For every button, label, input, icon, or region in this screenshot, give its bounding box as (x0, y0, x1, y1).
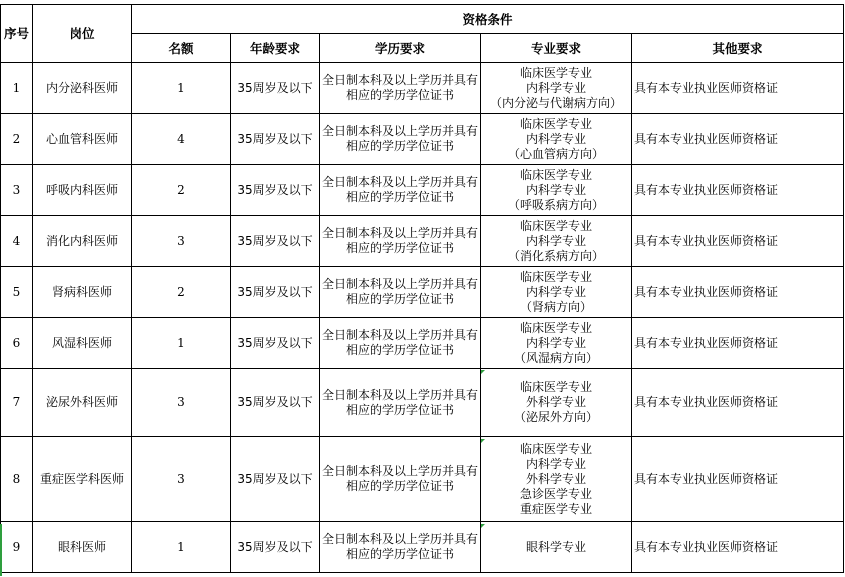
major-line: （风湿病方向） (513, 350, 598, 365)
cell-count[interactable]: 2 (132, 165, 231, 216)
cell-count[interactable]: 1 (132, 318, 231, 369)
major-line: 临床医学专业 (519, 116, 592, 131)
header-education[interactable]: 学历要求 (320, 34, 481, 63)
table-row (1, 522, 844, 573)
table-row (1, 216, 844, 267)
table-row (1, 267, 844, 318)
header-row-1 (1, 5, 844, 34)
major-line: 内科学专业 (525, 233, 586, 248)
selected-row-indicator (0, 524, 2, 576)
table-row (1, 437, 844, 522)
cell-position[interactable]: 心血管科医师 (33, 114, 132, 165)
cell-education[interactable]: 全日制本科及以上学历并具有相应的学历学位证书 (320, 318, 481, 369)
major-line: （泌尿外方向） (513, 410, 598, 424)
cell-age[interactable]: 35周岁及以下 (231, 114, 320, 165)
cell-other[interactable]: 具有本专业执业医师资格证 (632, 165, 844, 216)
table-row (1, 369, 844, 437)
major-line: 内科学专业 (525, 335, 586, 350)
cell-count[interactable]: 3 (132, 369, 231, 437)
cell-position[interactable]: 重症医学科医师 (33, 437, 132, 522)
cell-age[interactable]: 35周岁及以下 (231, 63, 320, 114)
cell-age[interactable]: 35周岁及以下 (231, 318, 320, 369)
cell-major[interactable] (481, 267, 632, 318)
cell-education[interactable]: 全日制本科及以上学历并具有相应的学历学位证书 (320, 63, 481, 114)
cell-seq[interactable]: 5 (1, 267, 33, 318)
cell-age[interactable]: 35周岁及以下 (231, 522, 320, 573)
cell-education[interactable]: 全日制本科及以上学历并具有相应的学历学位证书 (320, 216, 481, 267)
cell-major[interactable] (481, 437, 632, 522)
major-line: （呼吸系病方向） (507, 197, 604, 212)
header-position[interactable]: 岗位 (33, 5, 132, 63)
cell-other[interactable]: 具有本专业执业医师资格证 (632, 369, 844, 437)
major-line: 临床医学专业 (519, 218, 592, 233)
cell-education[interactable]: 全日制本科及以上学历并具有相应的学历学位证书 (320, 437, 481, 522)
cell-major[interactable] (481, 318, 632, 369)
cell-seq[interactable]: 2 (1, 114, 33, 165)
major-line: 临床医学专业 (519, 380, 592, 394)
cell-count[interactable]: 2 (132, 267, 231, 318)
cell-other[interactable]: 具有本专业执业医师资格证 (632, 318, 844, 369)
cell-other[interactable]: 具有本专业执业医师资格证 (632, 63, 844, 114)
cell-count[interactable]: 1 (132, 522, 231, 573)
major-line: 重症医学专业 (519, 501, 592, 516)
cell-position[interactable]: 肾病科医师 (33, 267, 132, 318)
cell-other[interactable]: 具有本专业执业医师资格证 (632, 114, 844, 165)
major-line: （消化系病方向） (507, 248, 604, 263)
cell-comment-marker (481, 439, 485, 443)
header-qualifications[interactable]: 资格条件 (132, 5, 844, 34)
recruitment-table (0, 4, 844, 573)
major-line: 临床医学专业 (519, 441, 592, 456)
major-line: 外科学专业 (525, 395, 586, 409)
major-line: （内分泌与代谢病方向） (489, 95, 622, 110)
cell-other[interactable]: 具有本专业执业医师资格证 (632, 437, 844, 522)
cell-education[interactable]: 全日制本科及以上学历并具有相应的学历学位证书 (320, 267, 481, 318)
header-count[interactable]: 名额 (132, 34, 231, 63)
cell-count[interactable]: 4 (132, 114, 231, 165)
major-line: 临床医学专业 (519, 167, 592, 182)
header-major[interactable]: 专业要求 (481, 34, 632, 63)
cell-seq[interactable]: 3 (1, 165, 33, 216)
cell-seq[interactable]: 1 (1, 63, 33, 114)
cell-comment-marker (481, 524, 485, 528)
cell-major[interactable] (481, 216, 632, 267)
cell-comment-marker (481, 370, 485, 374)
cell-major[interactable] (481, 369, 632, 437)
cell-seq[interactable]: 7 (1, 369, 33, 437)
header-age[interactable]: 年龄要求 (231, 34, 320, 63)
major-line: 眼科学专业 (525, 539, 586, 554)
cell-seq[interactable]: 4 (1, 216, 33, 267)
cell-other[interactable]: 具有本专业执业医师资格证 (632, 522, 844, 573)
cell-education[interactable]: 全日制本科及以上学历并具有相应的学历学位证书 (320, 369, 481, 437)
cell-count[interactable]: 3 (132, 437, 231, 522)
cell-count[interactable]: 1 (132, 63, 231, 114)
major-line: 临床医学专业 (519, 320, 592, 335)
table-row (1, 63, 844, 114)
major-line: 外科学专业 (525, 471, 586, 486)
major-line: （心血管病方向） (507, 146, 604, 161)
major-line: 临床医学专业 (519, 65, 592, 80)
cell-position[interactable]: 内分泌科医师 (33, 63, 132, 114)
table-row (1, 318, 844, 369)
major-line: 内科学专业 (525, 131, 586, 146)
cell-position[interactable]: 呼吸内科医师 (33, 165, 132, 216)
cell-seq[interactable]: 8 (1, 437, 33, 522)
cell-count[interactable]: 3 (132, 216, 231, 267)
cell-age[interactable]: 35周岁及以下 (231, 216, 320, 267)
cell-position[interactable]: 泌尿外科医师 (33, 369, 132, 437)
cell-position[interactable]: 风湿科医师 (33, 318, 132, 369)
cell-major[interactable] (481, 165, 632, 216)
cell-seq[interactable]: 9 (1, 522, 33, 573)
cell-age[interactable]: 35周岁及以下 (231, 165, 320, 216)
major-line: （肾病方向） (519, 299, 592, 314)
cell-other[interactable]: 具有本专业执业医师资格证 (632, 267, 844, 318)
cell-major[interactable] (481, 63, 632, 114)
cell-major[interactable] (481, 114, 632, 165)
cell-education[interactable]: 全日制本科及以上学历并具有相应的学历学位证书 (320, 114, 481, 165)
cell-position[interactable]: 消化内科医师 (33, 216, 132, 267)
cell-education[interactable]: 全日制本科及以上学历并具有相应的学历学位证书 (320, 165, 481, 216)
major-line: 内科学专业 (525, 456, 586, 471)
major-line: 内科学专业 (525, 284, 586, 299)
major-line: 内科学专业 (525, 80, 586, 95)
major-line: 临床医学专业 (519, 269, 592, 284)
cell-seq[interactable]: 6 (1, 318, 33, 369)
cell-other[interactable]: 具有本专业执业医师资格证 (632, 216, 844, 267)
table-row (1, 165, 844, 216)
cell-major[interactable] (481, 522, 632, 573)
cell-age[interactable]: 35周岁及以下 (231, 437, 320, 522)
major-line: 急诊医学专业 (519, 486, 592, 501)
cell-education[interactable]: 全日制本科及以上学历并具有相应的学历学位证书 (320, 522, 481, 573)
table-row (1, 114, 844, 165)
header-other[interactable]: 其他要求 (632, 34, 844, 63)
cell-age[interactable]: 35周岁及以下 (231, 369, 320, 437)
cell-position[interactable]: 眼科医师 (33, 522, 132, 573)
major-line: 内科学专业 (525, 182, 586, 197)
cell-age[interactable]: 35周岁及以下 (231, 267, 320, 318)
header-seq[interactable]: 序号 (1, 5, 33, 63)
